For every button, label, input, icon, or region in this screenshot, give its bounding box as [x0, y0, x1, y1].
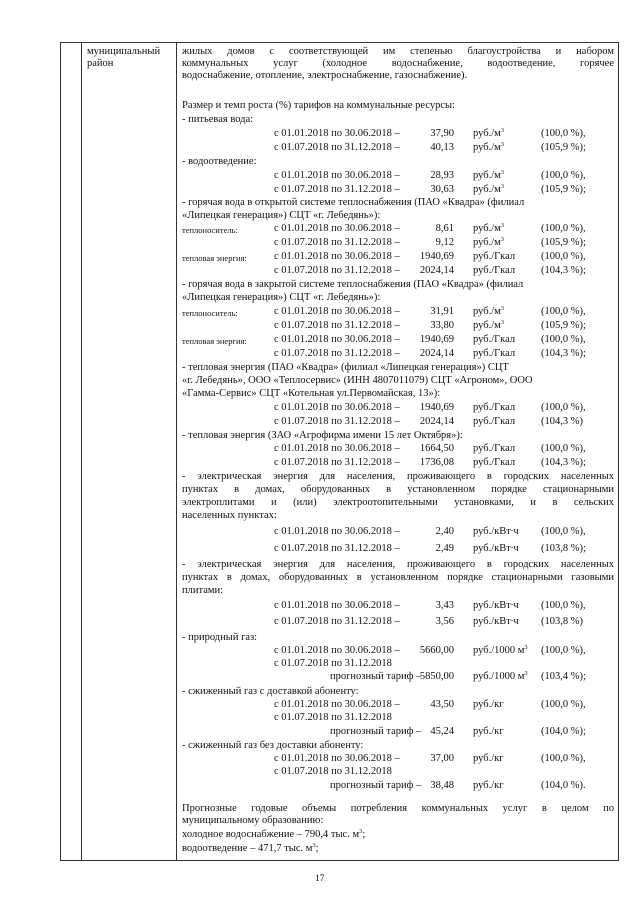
section-heat-energy: «г. Лебедянь», ООО «Теплосервис» (ИНН 4807011079) СЦТ «Агроном», ООО	[182, 375, 533, 386]
table-border-col2	[176, 42, 177, 861]
table-border-bottom	[60, 860, 618, 861]
table-border-right	[618, 42, 619, 861]
section-electricity-electric-stoves: - электрическая энергия для населения, проживающего в городских населенных	[182, 471, 614, 482]
period-text: с 01.07.2018 по 31.12.2018 –	[274, 184, 400, 195]
left-col-line1: муниципальный	[87, 46, 161, 57]
growth-percent: (100,0 %),	[541, 306, 586, 317]
tariff-unit: $руб./м^3$	[473, 169, 505, 181]
section-heat-energy: - тепловая энергия (ПАО «Квадра» (филиал «Липецкая генерация») СЦТ	[182, 362, 509, 373]
section-lpg-no-delivery: - сжиженный газ без доставки абоненту:	[182, 740, 364, 751]
growth-percent: (104,0 %);	[541, 726, 586, 737]
tariff-value: 2,49	[435, 543, 454, 554]
tariff-unit: $руб./м^3$	[473, 222, 505, 234]
period-text: с 01.01.2018 по 30.06.2018 –	[274, 306, 400, 317]
tariff-value: 28,93	[430, 170, 454, 181]
period-text: с 01.01.2018 по 30.06.2018 –	[274, 753, 400, 764]
tariff-unit: $руб./м^3$	[473, 183, 505, 195]
growth-percent: (100,0 %),	[541, 223, 586, 234]
period-text: с 01.07.2018 по 31.12.2018 –	[274, 142, 400, 153]
tariff-value: 1940,69	[419, 334, 454, 345]
growth-percent: (100,0 %),	[541, 334, 586, 345]
section-drinking-water: - питьевая вода:	[182, 114, 254, 125]
row-label: теплоноситель:	[182, 225, 238, 235]
intro-line: коммунальных услуг (холодное водоснабжение, водоотведение, горячее	[182, 58, 614, 69]
period-text: с 01.07.2018 по 31.12.2018	[274, 766, 392, 777]
tariff-unit: руб./кг	[473, 753, 504, 764]
tariff-value: 31,91	[430, 306, 454, 317]
section-sewerage: - водоотведение:	[182, 156, 257, 167]
volumes-title: муниципальному образованию:	[182, 815, 324, 826]
tariff-value: 2,40	[435, 526, 454, 537]
period-text: с 01.01.2018 по 30.06.2018 –	[274, 128, 400, 139]
tariffs-title: Размер и темп роста (%) тарифов на коммунальные ресурсы:	[182, 100, 455, 111]
period-text: прогнозный тариф –	[330, 671, 422, 682]
period-text: прогнозный тариф –	[330, 780, 422, 791]
tariff-unit: руб./Гкал	[473, 457, 516, 468]
growth-percent: (104,0 %).	[541, 780, 586, 791]
tariff-unit: $руб./м^3$	[473, 319, 505, 331]
tariff-unit: руб./кВт∙ч	[473, 526, 519, 537]
tariff-value: 2024,14	[419, 265, 454, 276]
section-hot-water-closed: «Липецкая генерация») СЦТ «г. Лебедянь»):	[182, 292, 381, 303]
period-text: с 01.07.2018 по 31.12.2018 –	[274, 457, 400, 468]
growth-percent: (100,0 %),	[541, 699, 586, 710]
section-natural-gas: - природный газ:	[182, 632, 258, 643]
growth-percent: (105,9 %);	[541, 237, 586, 248]
period-text: с 01.01.2018 по 30.06.2018 –	[274, 645, 400, 656]
period-text: с 01.07.2018 по 31.12.2018 –	[274, 543, 400, 554]
growth-percent: (100,0 %),	[541, 170, 586, 181]
tariff-unit: $руб./м^3$	[473, 236, 505, 248]
volume-sewerage: водоотведение – 471,7 тыс. $м^3$;	[182, 842, 319, 854]
tariff-unit: руб./1000 $м^3$	[473, 644, 528, 656]
tariff-value: 30,63	[430, 184, 454, 195]
tariff-value: 33,80	[430, 320, 454, 331]
tariff-value: 8,61	[435, 223, 454, 234]
tariff-value: 45,24	[430, 726, 454, 737]
section-lpg-delivery: - сжиженный газ с доставкой абоненту:	[182, 686, 359, 697]
section-electricity-gas-stoves: плитами:	[182, 585, 224, 596]
period-text: с 01.01.2018 по 30.06.2018 –	[274, 600, 400, 611]
section-electricity-electric-stoves: электроплитами и (или) электроотопительными установками, и в сельских	[182, 497, 614, 508]
section-electricity-electric-stoves: пунктах в домах, оборудованных в установленном порядке стационарными	[182, 484, 614, 495]
tariff-unit: $руб./м^3$	[473, 127, 505, 139]
section-heat-energy-agrofirm: - тепловая энергия (ЗАО «Агрофирма имени 15 лет Октября»):	[182, 430, 463, 441]
period-text: с 01.07.2018 по 31.12.2018 –	[274, 320, 400, 331]
row-label: тепловая энергия:	[182, 336, 247, 346]
tariff-value: 3,56	[435, 616, 454, 627]
tariff-unit: руб./кВт∙ч	[473, 543, 519, 554]
tariff-value: 9,12	[435, 237, 454, 248]
section-heat-energy: «Гамма-Сервис» СЦТ «Котельная ул.Первомайская, 13»):	[182, 388, 441, 399]
period-text: с 01.07.2018 по 31.12.2018	[274, 712, 392, 723]
tariff-unit: руб./кг	[473, 726, 504, 737]
tariff-unit: руб./кг	[473, 699, 504, 710]
tariff-unit: руб./Гкал	[473, 348, 516, 359]
growth-percent: (105,9 %);	[541, 142, 586, 153]
growth-percent: (100,0 %),	[541, 753, 586, 764]
tariff-value: 40,13	[430, 142, 454, 153]
period-text: с 01.01.2018 по 30.06.2018 –	[274, 334, 400, 345]
tariff-value: 2024,14	[419, 416, 454, 427]
tariff-unit: руб./Гкал	[473, 416, 516, 427]
tariff-value: 2024,14	[419, 348, 454, 359]
volumes-title: Прогнозные годовые объемы потребления коммунальных услуг в целом по	[182, 803, 614, 814]
period-text: с 01.07.2018 по 31.12.2018 –	[274, 237, 400, 248]
section-electricity-electric-stoves: населенных пунктах:	[182, 510, 277, 521]
row-label: тепловая энергия:	[182, 253, 247, 263]
tariff-unit: руб./кг	[473, 780, 504, 791]
tariff-unit: руб./Гкал	[473, 334, 516, 345]
growth-percent: (105,9 %);	[541, 320, 586, 331]
period-text: с 01.01.2018 по 30.06.2018 –	[274, 223, 400, 234]
tariff-value: 1736,08	[419, 457, 454, 468]
tariff-unit: руб./кВт∙ч	[473, 600, 519, 611]
growth-percent: (104,3 %)	[541, 416, 583, 427]
tariff-unit: руб./Гкал	[473, 443, 516, 454]
table-border-col1	[81, 42, 82, 861]
period-text: с 01.07.2018 по 31.12.2018 –	[274, 416, 400, 427]
section-electricity-gas-stoves: пунктах в домах, оборудованных в установленном порядке стационарными газовыми	[182, 572, 614, 583]
growth-percent: (103,8 %);	[541, 543, 586, 554]
period-text: с 01.01.2018 по 30.06.2018 –	[274, 526, 400, 537]
tariff-value: 3,43	[435, 600, 454, 611]
growth-percent: (103,8 %)	[541, 616, 583, 627]
growth-percent: (100,0 %),	[541, 526, 586, 537]
period-text: с 01.01.2018 по 30.06.2018 –	[274, 699, 400, 710]
section-electricity-gas-stoves: - электрическая энергия для населения, проживающего в городских населенных	[182, 559, 614, 570]
period-text: с 01.07.2018 по 31.12.2018 –	[274, 348, 400, 359]
intro-line: жилых домов с соответствующей им степенью благоустройства и набором	[182, 46, 614, 57]
tariff-unit: руб./Гкал	[473, 265, 516, 276]
tariff-value: 38,48	[430, 780, 454, 791]
tariff-value: 1664,50	[419, 443, 454, 454]
tariff-value: 43,50	[430, 699, 454, 710]
tariff-value: 1940,69	[419, 251, 454, 262]
tariff-unit: руб./кВт∙ч	[473, 616, 519, 627]
growth-percent: (105,9 %);	[541, 184, 586, 195]
period-text: с 01.01.2018 по 30.06.2018 –	[274, 251, 400, 262]
period-text: с 01.07.2018 по 31.12.2018	[274, 658, 392, 669]
volume-cold-water: холодное водоснабжение – 790,4 тыс. $м^3$;	[182, 828, 366, 840]
period-text: с 01.01.2018 по 30.06.2018 –	[274, 443, 400, 454]
tariff-unit: $руб./м^3$	[473, 141, 505, 153]
growth-percent: (104,3 %);	[541, 265, 586, 276]
period-text: прогнозный тариф –	[330, 726, 422, 737]
growth-percent: (100,0 %),	[541, 251, 586, 262]
row-label: теплоноситель:	[182, 308, 238, 318]
tariff-unit: руб./Гкал	[473, 402, 516, 413]
period-text: с 01.01.2018 по 30.06.2018 –	[274, 170, 400, 181]
section-hot-water-open: - горячая вода в открытой системе теплоснабжения (ПАО «Квадра» (филиал	[182, 197, 525, 208]
table-border-top	[60, 42, 618, 43]
growth-percent: (104,3 %);	[541, 457, 586, 468]
growth-percent: (100,0 %),	[541, 402, 586, 413]
table-border-left	[60, 42, 61, 861]
period-text: с 01.07.2018 по 31.12.2018 –	[274, 616, 400, 627]
section-hot-water-closed: - горячая вода в закрытой системе теплоснабжения (ПАО «Квадра» (филиал	[182, 279, 524, 290]
tariff-value: 5850,00	[419, 671, 454, 682]
growth-percent: (100,0 %),	[541, 600, 586, 611]
tariff-value: 37,00	[430, 753, 454, 764]
tariff-value: 5660,00	[419, 645, 454, 656]
left-col-line2: район	[87, 58, 114, 69]
page-number: 17	[315, 874, 325, 884]
growth-percent: (104,3 %);	[541, 348, 586, 359]
growth-percent: (103,4 %);	[541, 671, 586, 682]
growth-percent: (100,0 %),	[541, 645, 586, 656]
tariff-unit: $руб./м^3$	[473, 305, 505, 317]
section-hot-water-open: «Липецкая генерация») СЦТ «г. Лебедянь»):	[182, 210, 381, 221]
growth-percent: (100,0 %),	[541, 443, 586, 454]
intro-line: водоснабжение, отопление, электроснабжение, газоснабжение).	[182, 70, 468, 81]
tariff-unit: руб./1000 $м^3$	[473, 670, 528, 682]
period-text: с 01.01.2018 по 30.06.2018 –	[274, 402, 400, 413]
tariff-unit: руб./Гкал	[473, 251, 516, 262]
period-text: с 01.07.2018 по 31.12.2018 –	[274, 265, 400, 276]
tariff-value: 1940,69	[419, 402, 454, 413]
growth-percent: (100,0 %),	[541, 128, 586, 139]
tariff-value: 37,90	[430, 128, 454, 139]
